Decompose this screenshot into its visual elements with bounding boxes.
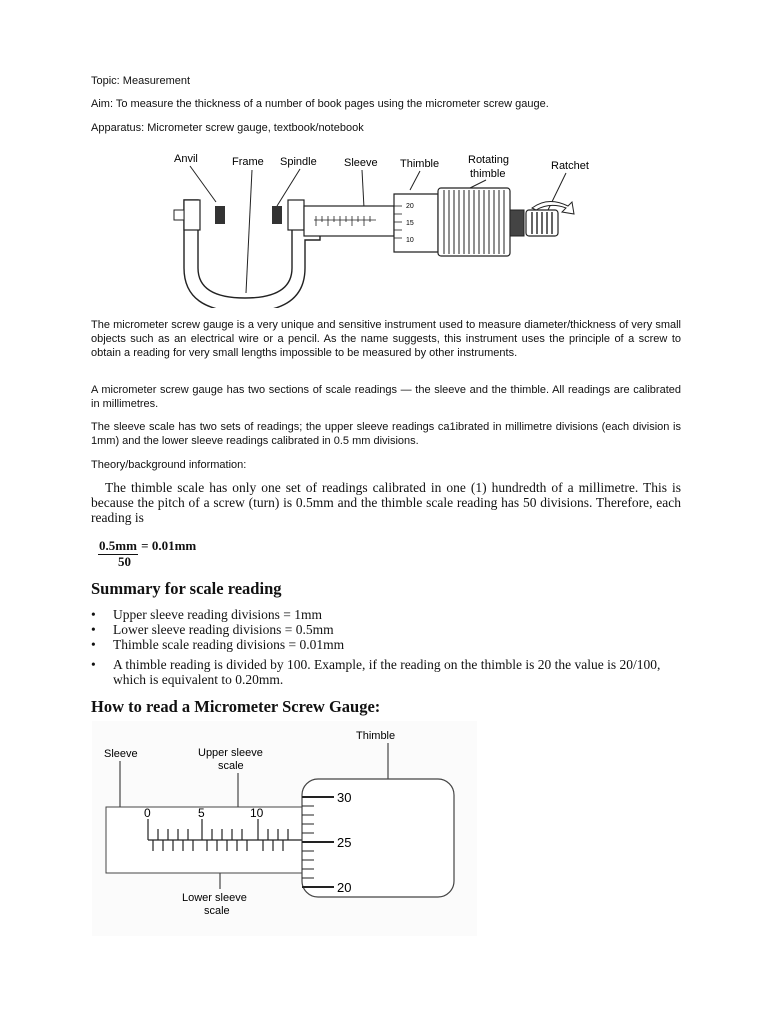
thimble-mark-20: 20 xyxy=(406,203,414,210)
sleeve-shape xyxy=(304,206,394,236)
label-thimble: Thimble xyxy=(356,730,396,742)
label-upper-sleeve-1: Upper sleeve xyxy=(198,747,263,759)
label-lower-sleeve-2: scale xyxy=(204,905,230,917)
label-spindle: Spindle xyxy=(280,156,317,168)
label-sleeve: Sleeve xyxy=(104,748,138,760)
thimble-number-20: 20 xyxy=(337,880,352,895)
list-item: • Upper sleeve reading divisions = 1mm xyxy=(91,607,322,622)
bullet-icon: • xyxy=(91,607,96,622)
list-item: • Thimble scale reading divisions = 0.01mm xyxy=(91,637,345,652)
formula xyxy=(98,538,197,569)
micrometer-diagram xyxy=(170,148,590,308)
paragraph-intro: The micrometer screw gauge is a very unique and sensitive instrument used to measure diameter/thickness of very small objects such as an electrical wire or a pencil. As the name suggests, this instrument uses the principle of a screw to obtain a reading for very small lengths impossible to be measured by other instruments. xyxy=(91,319,681,359)
list-item: • A thimble reading is divided by 100. Example, if the reading on the thimble is 20 the value is 20/100, which is equivalent to 0.20mm. xyxy=(91,657,661,687)
sleeve-number-10: 10 xyxy=(250,806,264,820)
bullet-icon: • xyxy=(91,657,96,672)
howto-heading: How to read a Micrometer Screw Gauge: xyxy=(91,697,381,716)
label-rotating-1: Rotating xyxy=(468,154,509,166)
reading-diagram xyxy=(92,721,477,936)
label-lower-sleeve-1: Lower sleeve xyxy=(182,892,247,904)
formula-numerator: 0.5mm xyxy=(99,538,137,553)
thimble-shape xyxy=(394,194,438,252)
anvil-shape xyxy=(215,206,225,224)
summary-list xyxy=(91,607,681,687)
thimble-mark-15: 15 xyxy=(406,220,414,227)
paragraph-sleeve-scale: The sleeve scale has two sets of readings; the upper sleeve readings ca1ibrated in millimetre divisions (each division is 1mm) and the lower sleeve readings calibrated in 0.5 mm divisions. xyxy=(91,421,681,447)
formula-result: = 0.01mm xyxy=(137,538,197,553)
theory-heading: Theory/background information: xyxy=(91,459,247,471)
sleeve-number-0: 0 xyxy=(144,806,151,820)
thimble-number-25: 25 xyxy=(337,835,352,850)
thimble-mark-10: 10 xyxy=(406,237,414,244)
sleeve-number-5: 5 xyxy=(198,806,205,820)
label-anvil: Anvil xyxy=(174,153,198,165)
paragraph-theory: The thimble scale has only one set of readings calibrated in one (1) hundredth of a millimetre. This is because the pitch of a screw (turn) is 0.5mm and the thimble scale reading has 50 divisions. Therefore, each reading is xyxy=(91,480,681,525)
label-frame: Frame xyxy=(232,156,264,168)
label-thimble: Thimble xyxy=(400,158,440,170)
list-item: • Lower sleeve reading divisions = 0.5mm xyxy=(91,622,334,637)
spindle-shape xyxy=(272,206,282,224)
label-ratchet: Ratchet xyxy=(551,160,589,172)
bullet-icon: • xyxy=(91,622,96,637)
label-rotating-2: thimble xyxy=(470,168,506,180)
summary-heading: Summary for scale reading xyxy=(91,579,282,598)
topic-line: Topic: Measurement xyxy=(91,75,191,87)
label-upper-sleeve-2: scale xyxy=(218,760,244,772)
bullet-icon: • xyxy=(91,637,96,652)
aim-line: Aim: To measure the thickness of a number of book pages using the micrometer screw gauge. xyxy=(91,98,549,110)
paragraph-sections: A micrometer screw gauge has two sections of scale readings — the sleeve and the thimble. All readings are calibrated in millimetres. xyxy=(91,384,681,410)
label-sleeve: Sleeve xyxy=(344,157,378,169)
thimble-number-30: 30 xyxy=(337,790,352,805)
apparatus-line: Apparatus: Micrometer screw gauge, textbook/notebook xyxy=(91,122,364,134)
formula-denominator: 50 xyxy=(118,554,131,569)
